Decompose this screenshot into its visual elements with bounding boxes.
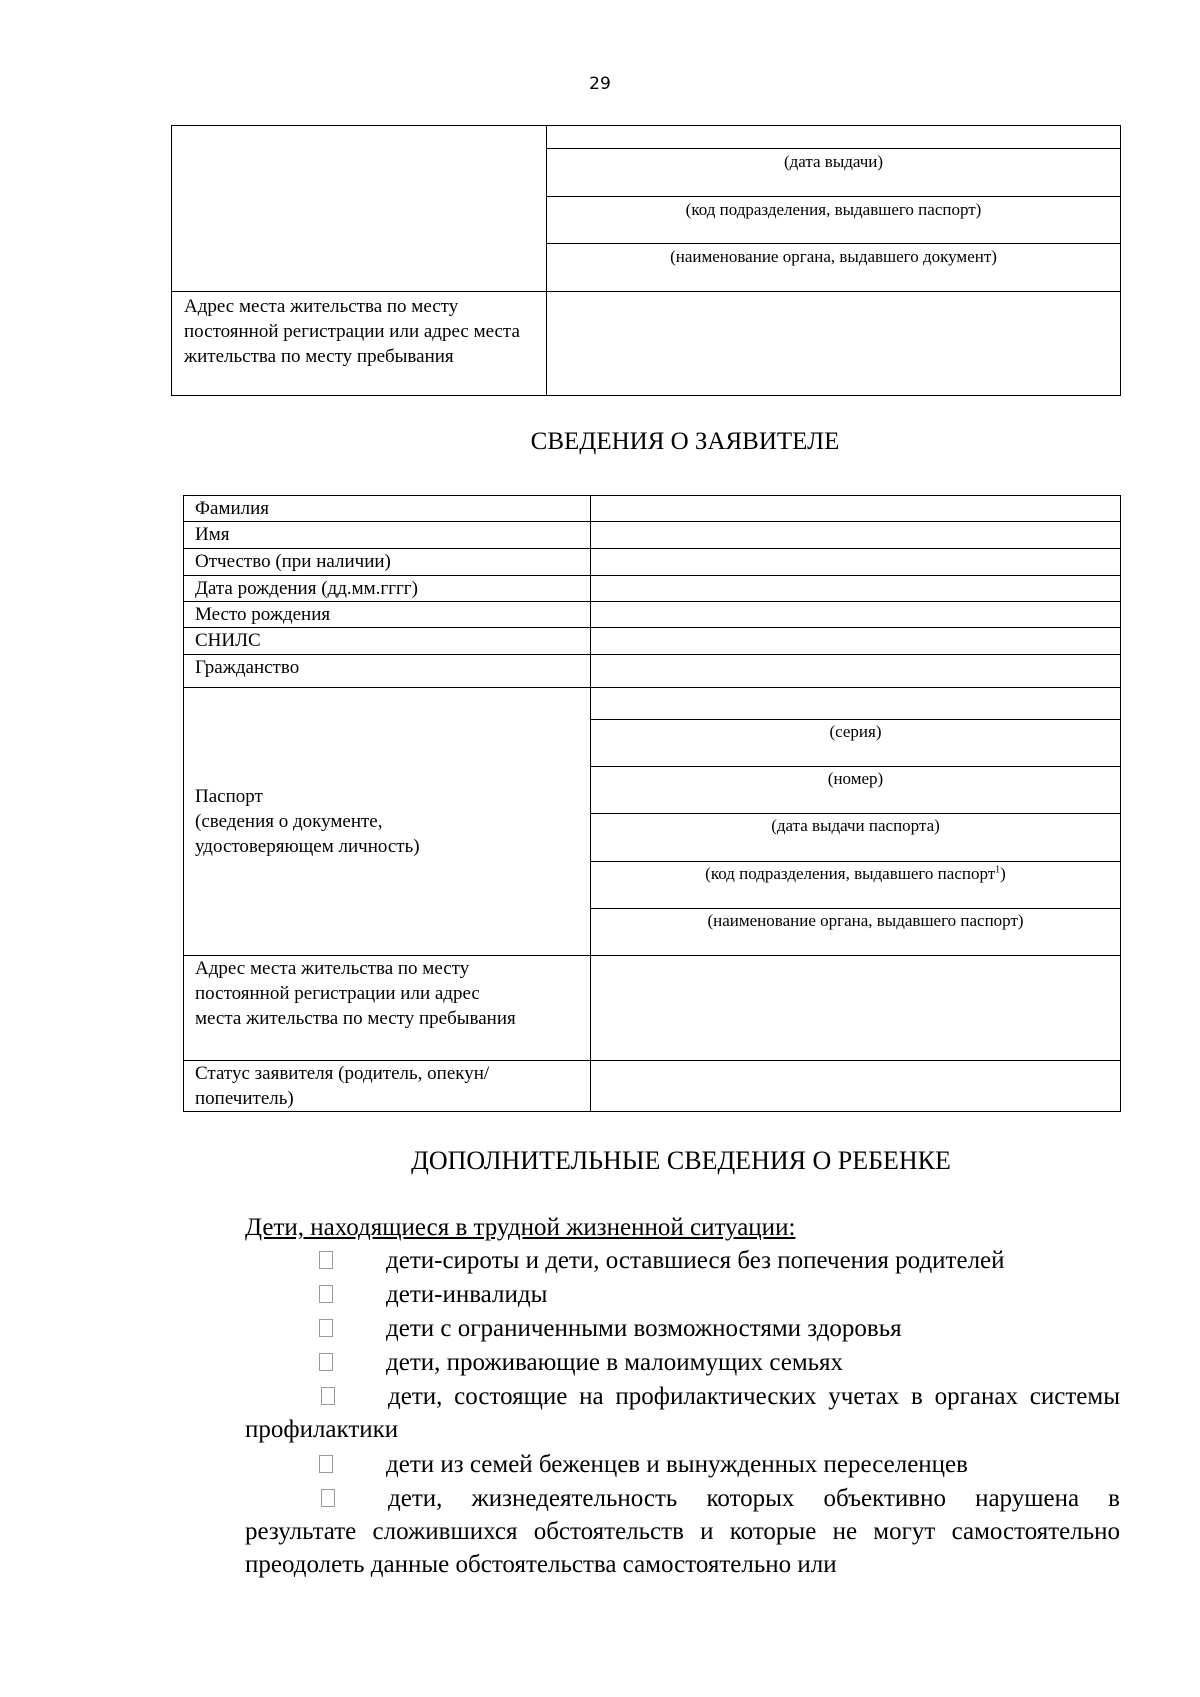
passport-label: Паспорт [195, 785, 263, 807]
passport-authority-field[interactable] [591, 909, 1121, 956]
passport-series-field[interactable] [591, 719, 1121, 766]
row-label: Место рождения [184, 602, 591, 628]
applicant-section-title: СВЕДЕНИЯ О ЗАЯВИТЕЛЕ [530, 428, 840, 455]
citizenship-field[interactable] [591, 655, 1121, 687]
previous-person-table [171, 125, 1121, 396]
item-text: дети с ограниченными возможностями здоровья [386, 1315, 902, 1342]
caption-close: ) [1000, 864, 1006, 884]
passport-label-cell [184, 687, 591, 956]
item-text: дети-сироты и дети, оставшиеся без попечения родителей [386, 1247, 1005, 1274]
list-item [245, 1380, 1120, 1446]
list-item [245, 1346, 1120, 1379]
issuing-authority-field[interactable] [547, 244, 1121, 292]
caption: (наименование органа, выдавшего паспорт) [707, 911, 1024, 931]
checkbox[interactable] [319, 1455, 333, 1473]
checkbox[interactable] [321, 1489, 335, 1507]
child-section-title: ДОПОЛНИТЕЛЬНЫЕ СВЕДЕНИЯ О РЕБЕНКЕ [411, 1146, 951, 1175]
applicant-table [183, 495, 1121, 1112]
footnote-mark: 1 [995, 864, 1001, 876]
passport-sublabel: (сведения о документе, удостоверяющем личность) [195, 810, 420, 857]
caption-text: (код подразделения, выдавшего паспорт [705, 864, 996, 884]
checkbox[interactable] [319, 1319, 333, 1337]
address-field[interactable] [547, 291, 1121, 395]
address-label-cell [172, 291, 547, 395]
row-label: Имя [184, 522, 591, 549]
name-field[interactable] [591, 522, 1121, 549]
list-item [245, 1482, 1120, 1581]
checkbox[interactable] [319, 1353, 333, 1371]
status-label: Статус заявителя (родитель, опекун/попечитель) [195, 1062, 490, 1109]
item-text: дети, состоящие на профилактических учетах в органах системы профилактики [245, 1383, 1120, 1443]
passport-issue-date-field[interactable] [591, 813, 1121, 861]
list-item [245, 1244, 1120, 1277]
row-label: Фамилия [184, 496, 591, 522]
address-label: Адрес места жительства по месту постоянной регистрации или адрес места жительства по месту пребывания [195, 958, 516, 1030]
address-label: Адрес места жительства по месту постоянной регистрации или адрес места жительства по месту пребывания [184, 295, 520, 367]
snils-field[interactable] [591, 628, 1121, 655]
address-field[interactable] [591, 956, 1121, 1060]
surname-field[interactable] [591, 496, 1121, 522]
item-text: дети из семей беженцев и вынужденных переселенцев [386, 1451, 968, 1478]
row-label: Отчество (при наличии) [184, 549, 591, 576]
row-label: Дата рождения (дд.мм.гггг) [184, 576, 591, 602]
list-item [245, 1278, 1120, 1311]
item-text: дети, проживающие в малоимущих семьях [386, 1349, 844, 1376]
empty-label-cell [172, 126, 547, 292]
caption: (номер) [827, 768, 884, 788]
division-code-field[interactable] [547, 196, 1121, 244]
patronymic-field[interactable] [591, 549, 1121, 576]
status-field[interactable] [591, 1060, 1121, 1111]
caption: (серия) [829, 721, 882, 741]
list-item [245, 1312, 1120, 1345]
row-label: СНИЛС [184, 628, 591, 655]
page-number: 29 [589, 74, 611, 94]
passport-division-code-field[interactable] [591, 862, 1121, 909]
list-item [245, 1448, 1120, 1481]
address-label-cell [184, 956, 591, 1060]
checkbox[interactable] [319, 1285, 333, 1303]
caption: (код подразделения, выдавшего паспорт) [685, 199, 982, 219]
caption: (дата выдачи паспорта) [771, 815, 940, 835]
issue-date-field[interactable] [547, 149, 1121, 197]
caption [591, 862, 1120, 885]
caption: (дата выдачи) [783, 152, 884, 172]
birth-date-field[interactable] [591, 576, 1121, 602]
status-label-cell [184, 1060, 591, 1111]
passport-value-field[interactable] [591, 687, 1121, 719]
row-label: Гражданство [184, 655, 591, 687]
caption: (наименование органа, выдавшего документ) [670, 247, 997, 267]
birth-place-field[interactable] [591, 602, 1121, 628]
item-text: дети, жизнедеятельность которых объективно нарушена в результате сложившихся обстоятельств и которые не могут самостоятельно преодолеть данные обстоятельства самостоятельно или [245, 1485, 1120, 1578]
item-text: дети-инвалиды [386, 1281, 548, 1308]
passport-number-field[interactable] [591, 766, 1121, 813]
subheading: Дети, находящиеся в трудной жизненной ситуации: [245, 1214, 796, 1241]
checkbox[interactable] [319, 1251, 333, 1269]
value-field[interactable] [547, 126, 1121, 149]
checkbox[interactable] [321, 1387, 335, 1405]
